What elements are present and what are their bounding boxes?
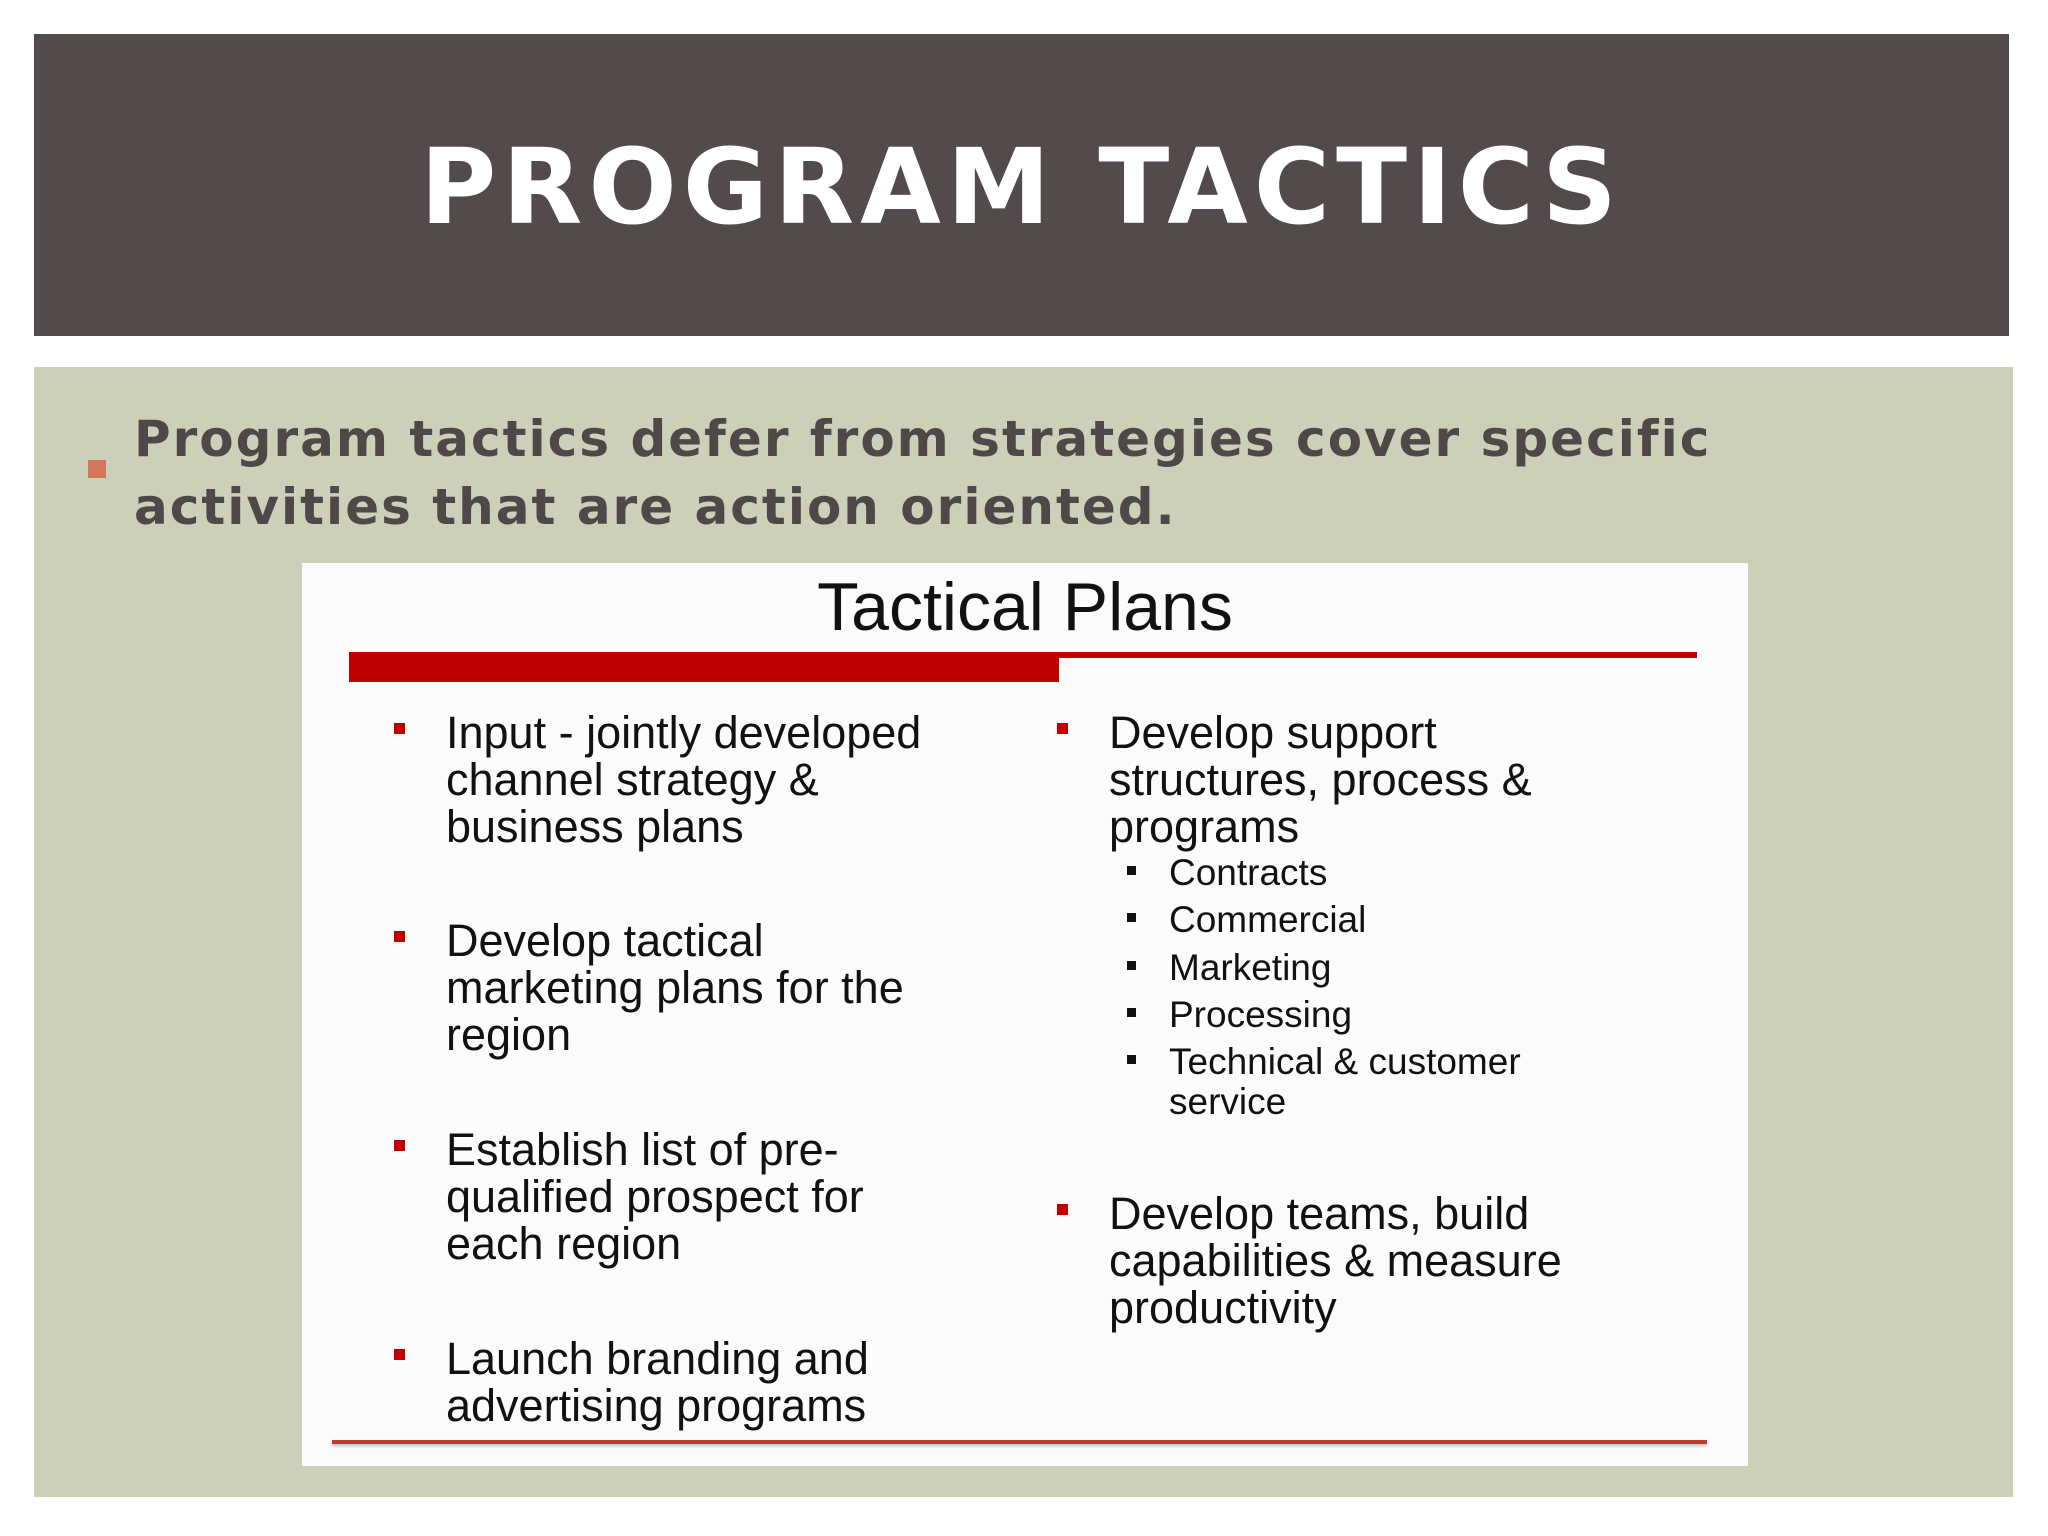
square-bullet-icon bbox=[88, 460, 106, 478]
sub-list-item-text: Processing bbox=[1169, 994, 1353, 1035]
red-square-bullet-icon bbox=[1057, 723, 1068, 734]
sub-list-item bbox=[1127, 948, 1331, 988]
slide-title: PROGRAM TACTICS bbox=[420, 126, 1623, 248]
list-item bbox=[1057, 709, 1609, 850]
black-square-bullet-icon bbox=[1127, 866, 1136, 875]
black-square-bullet-icon bbox=[1127, 1055, 1136, 1064]
list-item bbox=[394, 709, 1006, 850]
list-item-text: Develop support structures, process & programs bbox=[1109, 707, 1532, 852]
sub-list-item bbox=[1127, 995, 1352, 1035]
content-panel bbox=[34, 367, 2013, 1497]
sub-list-item bbox=[1127, 900, 1366, 940]
black-square-bullet-icon bbox=[1127, 913, 1136, 922]
heading-underline-thin bbox=[1059, 652, 1697, 658]
red-square-bullet-icon bbox=[394, 1349, 405, 1360]
red-square-bullet-icon bbox=[394, 931, 405, 942]
list-item bbox=[394, 917, 966, 1058]
list-item-text: Launch branding and advertising programs bbox=[446, 1333, 869, 1431]
main-bullet bbox=[88, 405, 1958, 541]
tactical-plans-heading: Tactical Plans bbox=[817, 569, 1233, 645]
list-item bbox=[1057, 1190, 1619, 1331]
title-band bbox=[34, 34, 2009, 336]
black-square-bullet-icon bbox=[1127, 1008, 1136, 1017]
sub-list-item-text: Contracts bbox=[1169, 852, 1328, 893]
red-square-bullet-icon bbox=[1057, 1204, 1068, 1215]
list-item-text: Establish list of pre-qualified prospect for each region bbox=[446, 1124, 864, 1269]
sub-list-item-text: Technical & customer service bbox=[1169, 1041, 1521, 1122]
list-item bbox=[394, 1126, 926, 1267]
list-item-text: Input - jointly developed channel strategy & business plans bbox=[446, 707, 922, 852]
bullet-text: Program tactics defer from strategies cover specific activities that are action oriented. bbox=[134, 410, 1712, 536]
bottom-divider bbox=[332, 1440, 1707, 1444]
sub-list-item bbox=[1127, 1042, 1589, 1122]
list-item-text: Develop teams, build capabilities & measure productivity bbox=[1109, 1188, 1562, 1333]
sub-list-item-text: Commercial bbox=[1169, 899, 1367, 940]
sub-list-item-text: Marketing bbox=[1169, 947, 1332, 988]
heading-underline-thick bbox=[349, 652, 1059, 682]
black-square-bullet-icon bbox=[1127, 961, 1136, 970]
list-item-text: Develop tactical marketing plans for the region bbox=[446, 915, 904, 1060]
list-item bbox=[394, 1335, 946, 1429]
tactical-plans-image bbox=[302, 563, 1748, 1466]
sub-list-item bbox=[1127, 853, 1327, 893]
red-square-bullet-icon bbox=[394, 1140, 405, 1151]
red-square-bullet-icon bbox=[394, 723, 405, 734]
